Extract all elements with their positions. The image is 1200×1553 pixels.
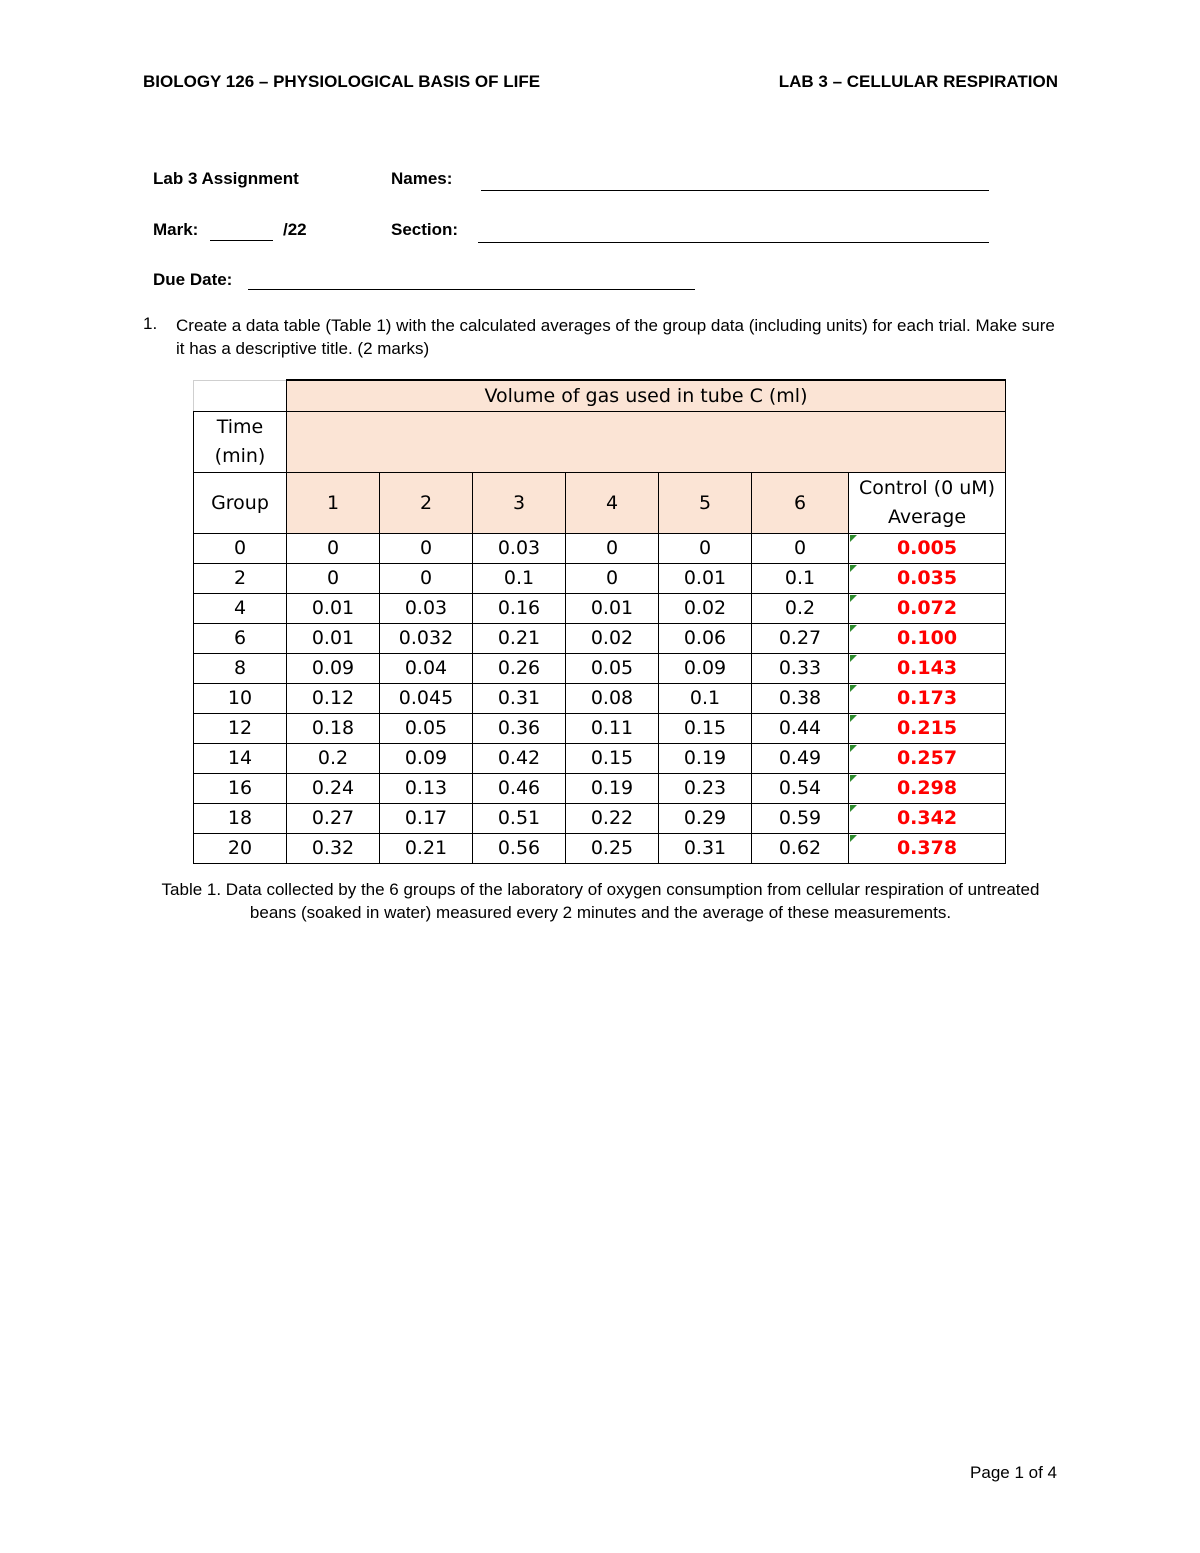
value-cell: 0.1 [752,563,849,593]
data-table [193,379,1006,864]
value-cell: 0.2 [287,743,380,773]
group-header-2: 2 [380,472,473,533]
value-cell: 0.31 [473,683,566,713]
table-row [194,623,1006,653]
value-cell: 0.06 [659,623,752,653]
value-cell: 0.33 [752,653,849,683]
time-cell: 2 [194,563,287,593]
section-label: Section: [391,220,459,239]
time-cell: 0 [194,533,287,563]
average-value: 0.342 [896,807,958,829]
value-cell: 0.2 [752,593,849,623]
value-cell: 0.09 [659,653,752,683]
value-cell: 0.44 [752,713,849,743]
value-cell: 0.32 [287,833,380,863]
table-row [194,593,1006,623]
formula-flag-icon [850,835,857,842]
formula-flag-icon [850,745,857,752]
document-course-header: BIOLOGY 126 – PHYSIOLOGICAL BASIS OF LIFE [143,72,541,91]
average-cell [849,713,1006,743]
table-row [194,803,1006,833]
value-cell: 0.02 [659,593,752,623]
time-cell: 8 [194,653,287,683]
value-cell: 0.032 [380,623,473,653]
value-cell: 0.24 [287,773,380,803]
value-cell: 0.21 [380,833,473,863]
table-row [194,773,1006,803]
value-cell: 0.01 [659,563,752,593]
value-cell: 0 [287,563,380,593]
average-cell [849,683,1006,713]
average-label: Average [887,505,967,528]
value-cell: 0.17 [380,803,473,833]
value-cell: 0.12 [287,683,380,713]
names-label: Names: [391,169,453,188]
value-cell: 0.15 [659,713,752,743]
table-row [194,683,1006,713]
value-cell: 0.09 [287,653,380,683]
time-cell: 6 [194,623,287,653]
page-number: Page 1 of 4 [970,1463,1057,1482]
due-date-label: Due Date: [153,270,233,289]
value-cell: 0.49 [752,743,849,773]
average-cell [849,803,1006,833]
value-cell: 0 [566,533,659,563]
value-cell: 0.56 [473,833,566,863]
value-cell: 0.26 [473,653,566,683]
value-cell: 0.27 [752,623,849,653]
value-cell: 0.09 [380,743,473,773]
value-cell: 0.42 [473,743,566,773]
average-cell [849,593,1006,623]
value-cell: 0.01 [566,593,659,623]
average-cell [849,533,1006,563]
time-cell: 12 [194,713,287,743]
group-label: Group [194,472,287,533]
value-cell: 0.11 [566,713,659,743]
mark-field[interactable] [210,240,273,241]
value-cell: 0.05 [566,653,659,683]
average-value: 0.173 [896,687,958,709]
table-row [194,653,1006,683]
table-caption: Table 1. Data collected by the 6 groups of the laboratory of oxygen consumption from cellular respiration of untreated beans (soaked in water) measured every 2 minutes and the average of these measurements. [161,880,1040,922]
formula-flag-icon [850,565,857,572]
value-cell: 0 [659,533,752,563]
value-cell: 0 [566,563,659,593]
value-cell: 0 [752,533,849,563]
value-cell: 0.18 [287,713,380,743]
table-blank-header [287,411,1006,472]
formula-flag-icon [850,685,857,692]
value-cell: 0.19 [566,773,659,803]
value-cell: 0.19 [659,743,752,773]
value-cell: 0 [380,533,473,563]
formula-flag-icon [850,535,857,542]
group-header-3: 3 [473,472,566,533]
average-cell [849,833,1006,863]
group-header-6: 6 [752,472,849,533]
time-header [194,411,287,472]
time-cell: 10 [194,683,287,713]
average-cell [849,743,1006,773]
value-cell: 0.36 [473,713,566,743]
value-cell: 0.08 [566,683,659,713]
formula-flag-icon [850,775,857,782]
time-unit-label: (min) [214,444,266,467]
value-cell: 0 [380,563,473,593]
average-value: 0.257 [896,747,958,769]
value-cell: 0.01 [287,623,380,653]
value-cell: 0.21 [473,623,566,653]
assignment-title: Lab 3 Assignment [153,169,299,188]
group-header-5: 5 [659,472,752,533]
time-cell: 18 [194,803,287,833]
formula-flag-icon [850,805,857,812]
value-cell: 0.51 [473,803,566,833]
value-cell: 0.23 [659,773,752,803]
average-value: 0.143 [896,657,958,679]
average-value: 0.100 [896,627,958,649]
value-cell: 0 [287,533,380,563]
value-cell: 0.31 [659,833,752,863]
average-value: 0.005 [896,537,958,559]
value-cell: 0.46 [473,773,566,803]
table-row [194,833,1006,863]
value-cell: 0.13 [380,773,473,803]
due-date-field[interactable] [248,289,695,290]
group-header-1: 1 [287,472,380,533]
mark-label: Mark: [153,220,199,239]
average-value: 0.378 [896,837,958,859]
table-corner-cell [194,380,287,411]
mark-total: /22 [283,220,307,239]
value-cell: 0.22 [566,803,659,833]
formula-flag-icon [850,595,857,602]
value-cell: 0.02 [566,623,659,653]
value-cell: 0.05 [380,713,473,743]
average-cell [849,563,1006,593]
value-cell: 0.59 [752,803,849,833]
document-lab-header: LAB 3 – CELLULAR RESPIRATION [778,72,1058,91]
time-cell: 20 [194,833,287,863]
table-row [194,743,1006,773]
value-cell: 0.27 [287,803,380,833]
average-value: 0.035 [896,567,958,589]
value-cell: 0.01 [287,593,380,623]
value-cell: 0.045 [380,683,473,713]
formula-flag-icon [850,715,857,722]
value-cell: 0.29 [659,803,752,833]
group-header-4: 4 [566,472,659,533]
formula-flag-icon [850,625,857,632]
formula-flag-icon [850,655,857,662]
value-cell: 0.03 [473,533,566,563]
names-field[interactable] [481,190,989,191]
table-title: Volume of gas used in tube C (ml) [287,380,1006,411]
time-cell: 4 [194,593,287,623]
value-cell: 0.38 [752,683,849,713]
average-cell [849,773,1006,803]
value-cell: 0.62 [752,833,849,863]
time-label: Time [216,415,264,438]
question-text: Create a data table (Table 1) with the calculated averages of the group data (including units) for each trial. Make sure it has a descriptive title. (2 marks) [176,316,1055,358]
value-cell: 0.03 [380,593,473,623]
average-cell [849,653,1006,683]
average-value: 0.215 [896,717,958,739]
question-number: 1. [143,314,158,333]
section-field[interactable] [478,242,989,243]
value-cell: 0.16 [473,593,566,623]
value-cell: 0.25 [566,833,659,863]
table-row [194,563,1006,593]
time-cell: 16 [194,773,287,803]
value-cell: 0.54 [752,773,849,803]
average-value: 0.298 [896,777,958,799]
average-cell [849,623,1006,653]
value-cell: 0.15 [566,743,659,773]
table-row [194,713,1006,743]
control-label: Control (0 uM) [858,476,996,499]
control-header [849,472,1006,533]
value-cell: 0.1 [473,563,566,593]
time-cell: 14 [194,743,287,773]
value-cell: 0.04 [380,653,473,683]
table-row [194,533,1006,563]
value-cell: 0.1 [659,683,752,713]
average-value: 0.072 [896,597,958,619]
